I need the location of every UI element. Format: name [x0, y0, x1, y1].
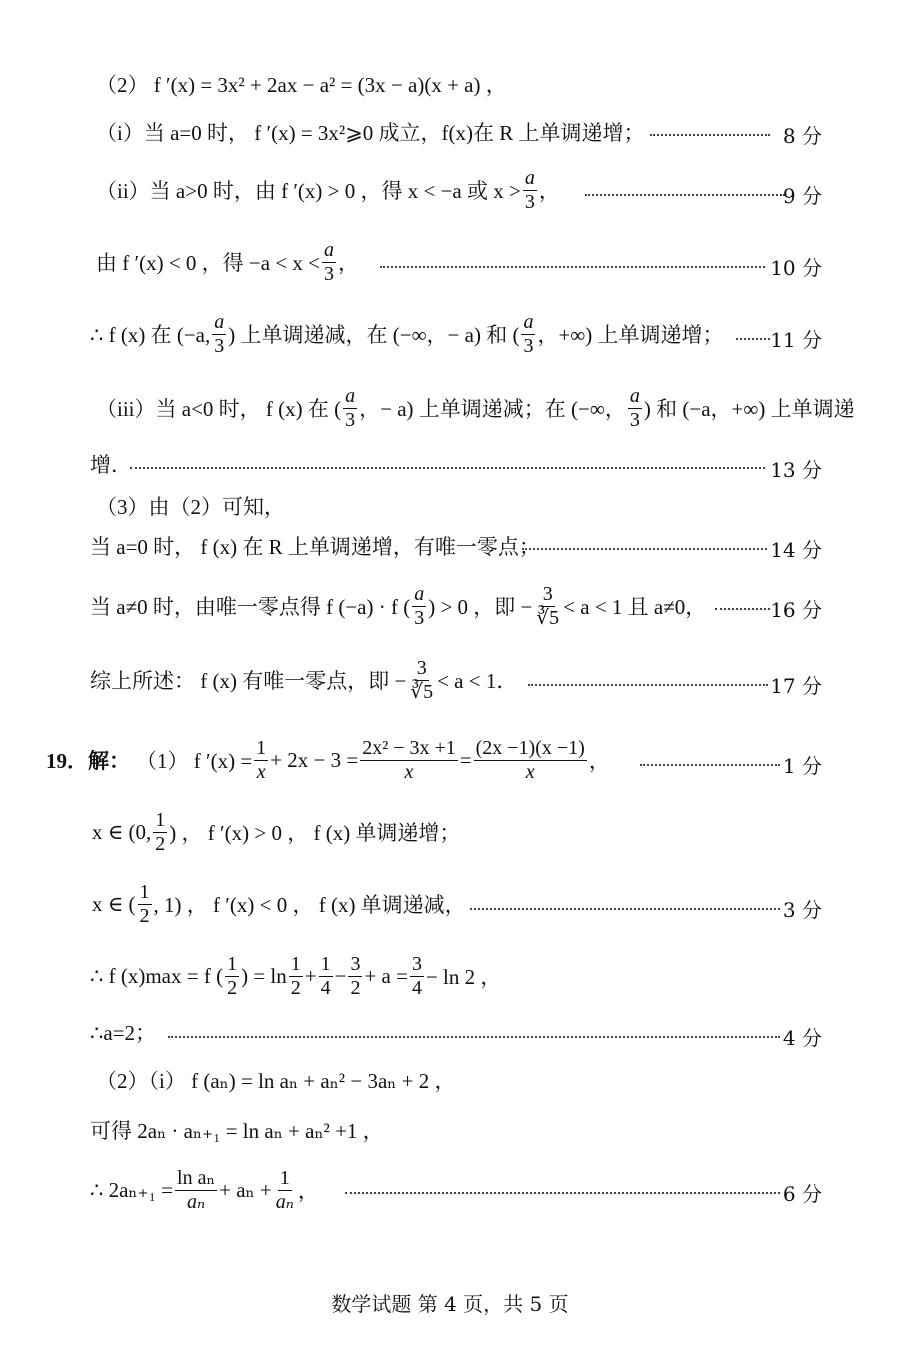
line-text: 由 f ′(x) < 0 ，得 −a < x < [96, 251, 321, 275]
fraction: $\frac{3}{2}$ [350, 952, 361, 999]
fraction: $\frac{1}{2}$ [290, 952, 301, 999]
leader-dots [528, 682, 768, 686]
fraction: $\frac{\text{2x² − 3x +1}}{x}$ [362, 736, 456, 783]
line-text: （ii）当 a>0 时，由 f ′(x) > 0 ，得 x < −a 或 x > [96, 179, 521, 203]
fraction: $\frac{1}{2}$ [139, 880, 150, 927]
score-label: 6 分 [782, 1182, 822, 1206]
leader-dots [470, 906, 780, 910]
fraction: $\frac{3}{∛5}$ [536, 582, 560, 629]
fraction: $\frac{1}{\text{aₙ}}$ [275, 1166, 294, 1213]
leader-dots [650, 132, 770, 136]
line-5: ∴ f (x) 在 (−a, $\frac{a}{3}$ ) 上单调递减，在 (−∞，− a) 和 ( $\frac{a}{3}$ ，+∞) 上单调递增； [90, 310, 724, 357]
line-12: 19．解： （1） f ′(x) = $\frac{1}{x}$ + 2x − 3 = $\frac{\text{2x² − 3x +1}}{x}$ = $\frac{(2x -1)(x -1)}{x}$ ， [46, 736, 610, 783]
score-label: 16 分 [770, 598, 822, 622]
line-3: （ii）当 a>0 时，由 f ′(x) > 0 ，得 x < −a 或 x > $\frac{a}{3}$ ， [96, 166, 560, 213]
score-label: 3 分 [782, 898, 822, 922]
fraction: $\frac{1}{4}$ [320, 952, 331, 999]
line-19: ∴ 2aₙ₊₁ = $\frac{\text{ln aₙ}}{\text{aₙ}}$ + aₙ + $\frac{1}{\text{aₙ}}$ ， [90, 1166, 319, 1213]
line-6: （iii）当 a<0 时， f (x) 在 ( $\frac{a}{3}$ ，− a) 上单调递减；在 (−∞， $\frac{a}{3}$ ) 和 (−a，+∞) 上单调递 [96, 384, 855, 431]
fraction: $\frac{a}{3}$ [345, 384, 356, 431]
fraction: $\frac{a}{3}$ [524, 166, 535, 213]
line-18: 可得 2aₙ · aₙ₊₁ = ln aₙ + aₙ² +1 ， [90, 1119, 384, 1143]
line-15: ∴ f (x)max = f ( $\frac{1}{2}$ ) = ln $\frac{1}{2}$ + $\frac{1}{4}$ − $\frac{3}{2}$ + a = $\frac{3}{4}$ − ln 2 ， [90, 952, 502, 999]
leader-dots [715, 606, 770, 610]
line-7: 增． [90, 453, 132, 477]
line-4: 由 f ′(x) < 0 ，得 −a < x < $\frac{a}{3}$ ， [96, 238, 360, 285]
line-10: 当 a≠0 时，由唯一零点得 f (−a) · f ( $\frac{a}{3}$ ) > 0 ，即 − $\frac{3}{∛5}$ < a < 1 且 a≠0， [90, 582, 707, 629]
line-text: （i）当 a=0 时， f ′(x) = 3x²⩾0 成立，f(x)在 R 上单调递增； [96, 121, 645, 145]
line-2 [96, 102, 900, 162]
fraction: $\frac{3}{4}$ [411, 952, 422, 999]
leader-dots [736, 336, 770, 340]
fraction: $\frac{3}{∛5}$ [410, 656, 434, 703]
page-footer: 数学试题 第 4 页，共 5 页 [331, 1292, 569, 1316]
line-13: x ∈ (0, $\frac{1}{2}$ ) ， f ′(x) > 0 ， f (x) 单调递增； [92, 808, 461, 855]
score-label: 1 分 [782, 754, 822, 778]
line-text: （2） f ′(x) = 3x² + 2ax − a² = (3x − a)(x + a) ， [96, 73, 507, 97]
question-label: 19．解： [46, 749, 130, 773]
score-label: 11 分 [770, 328, 822, 352]
score-label: 10 分 [770, 256, 822, 280]
line-8: （3）由（2）可知， [96, 495, 285, 519]
fraction: $\frac{a}{3}$ [214, 310, 225, 357]
line-14: x ∈ ( $\frac{1}{2}$ , 1) ， f ′(x) < 0 ， f (x) 单调递减， [92, 880, 466, 927]
fraction: $\frac{\text{ln aₙ}}{\text{aₙ}}$ [177, 1166, 216, 1213]
leader-dots [380, 264, 765, 268]
leader-dots [522, 546, 767, 550]
score-label: 17 分 [770, 674, 822, 698]
line-11: 综上所述： f (x) 有唯一零点，即 − $\frac{3}{∛5}$ < a < 1． [90, 656, 518, 703]
fraction: $\frac{a}{3}$ [629, 384, 640, 431]
fraction: $\frac{(2x -1)(x -1)}{x}$ [475, 736, 585, 783]
leader-dots [640, 762, 780, 766]
fraction: $\frac{1}{2}$ [155, 808, 166, 855]
score-label: 14 分 [770, 538, 822, 562]
fraction: $\frac{a}{3}$ [523, 310, 534, 357]
score-label: 8 分 [782, 124, 822, 148]
leader-dots [345, 1190, 780, 1194]
line-17: （2）（i） f (aₙ) = ln aₙ + aₙ² − 3aₙ + 2 ， [96, 1069, 456, 1093]
score-label: 4 分 [782, 1026, 822, 1050]
line-9: 当 a=0 时， f (x) 在 R 上单调递增，有唯一零点； [90, 535, 540, 559]
fraction: $\frac{1}{2}$ [227, 952, 238, 999]
score-label: 13 分 [770, 458, 822, 482]
leader-dots [130, 465, 765, 469]
fraction: $\frac{a}{3}$ [324, 238, 335, 285]
fraction: $\frac{1}{x}$ [256, 736, 267, 783]
score-label: 9 分 [782, 184, 822, 208]
line-16: ∴a=2； [90, 1021, 157, 1045]
leader-dots [585, 192, 785, 196]
fraction: $\frac{a}{3}$ [414, 582, 425, 629]
leader-dots [168, 1034, 780, 1038]
